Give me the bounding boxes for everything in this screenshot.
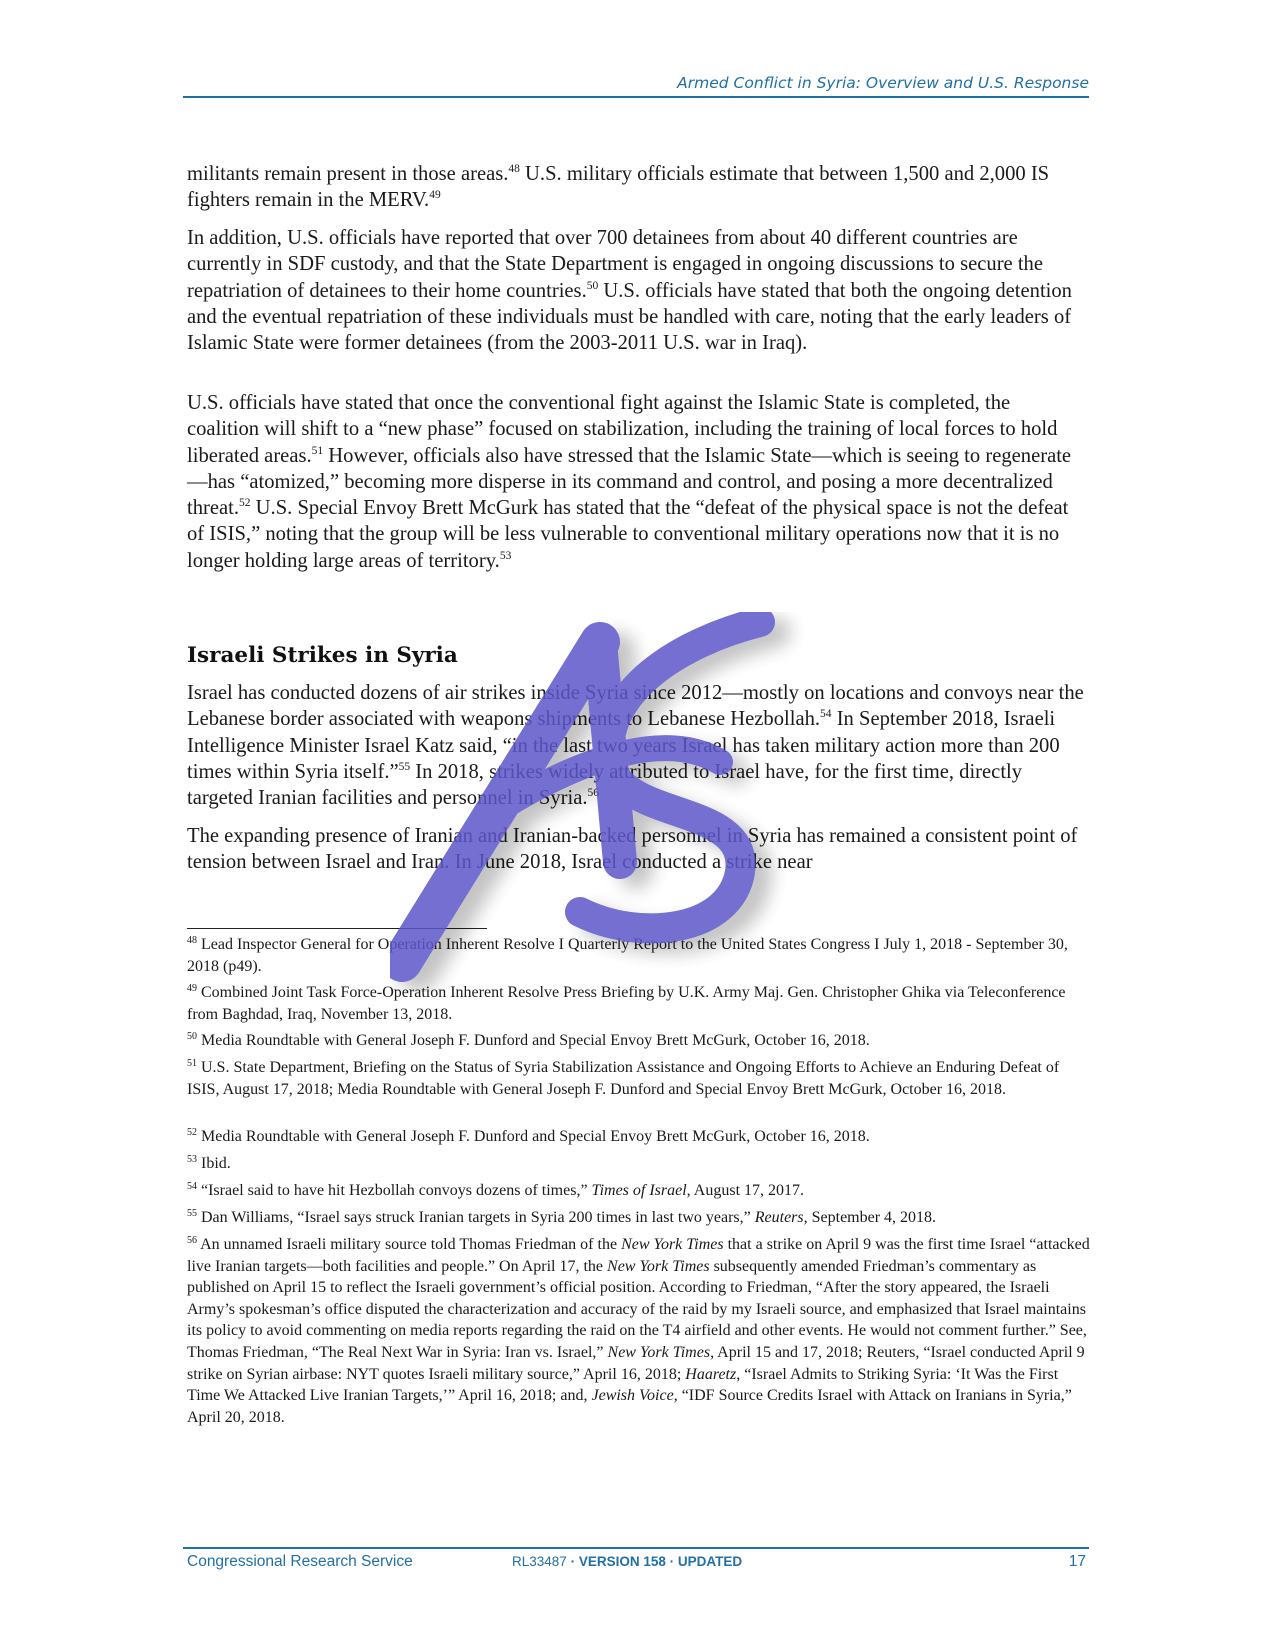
footnote-53 — [187, 1153, 1090, 1175]
running-header-title: Armed Conflict in Syria: Overview and U.S. Response — [677, 74, 1089, 92]
body-paragraph-5 — [187, 823, 1087, 876]
footnote-ref-54[interactable]: 54 — [820, 708, 832, 721]
publication-title: Reuters — [754, 1209, 804, 1226]
footnote-number: 56 — [187, 1235, 197, 1246]
footnote-text: , “Israel Admits to Striking Syria: ‘It Was the First Time We Attacked Live Iranian Targets,’” April 16, 2018; and, — [187, 1365, 1059, 1405]
footnote-ref-55[interactable]: 55 — [398, 760, 411, 773]
footer-organization: Congressional Research Service — [187, 1553, 413, 1570]
publication-title: Times of Israel — [591, 1182, 687, 1199]
body-text: U.S. military officials estimate that between 1,500 and 2,000 IS fighters remain in the MERV. — [187, 163, 1050, 212]
footnote-54 — [187, 1180, 1090, 1202]
body-text: In September 2018, Israeli Intelligence Minister Israel Katz said, “in the last two years Israel has taken military action more than 200 times within Syria itself.” — [187, 708, 1060, 783]
body-text: U.S. officials have stated that once the conventional fight against the Islamic State is completed, the coalition will shift to a “new phase” focused on stabilization, including the training of local forces to hold liberated areas. — [187, 392, 1058, 467]
footer-separator: · — [566, 1554, 579, 1569]
footnote-number: 51 — [187, 1058, 197, 1069]
footnote-text: that a strike on April 9 was the first time Israel “attacked live Iranian targets—both facilities and people.” On April 17, the — [187, 1236, 1090, 1275]
footnote-number: 55 — [187, 1208, 197, 1219]
body-paragraph-4 — [187, 680, 1087, 811]
footnote-text: , September 4, 2018. — [803, 1209, 937, 1226]
report-number: RL33487 — [512, 1554, 567, 1569]
footnote-ref-52[interactable]: 52 — [239, 497, 251, 510]
footnote-text: Combined Joint Task Force-Operation Inherent Resolve Press Briefing by U.K. Army Maj. Gen. Christopher Ghika via Teleconference from Baghdad, Iraq, November 13, 2018. — [187, 984, 1066, 1023]
body-text: militants remain present in those areas. — [187, 163, 509, 185]
header-rule — [183, 96, 1089, 98]
body-text: Israel has conducted dozens of air strikes inside Syria since 2012—mostly on locations and convoys near the Lebanese border associated with weapons shipments to Lebanese Hezbollah. — [187, 682, 1084, 731]
footnote-51 — [187, 1057, 1090, 1100]
footnote-55 — [187, 1207, 1090, 1229]
footnote-number: 53 — [187, 1154, 197, 1165]
footnote-text: “Israel said to have hit Hezbollah convoys dozens of times,” — [197, 1182, 592, 1199]
body-paragraph-2 — [187, 225, 1087, 356]
publication-title: Jewish Voice — [591, 1387, 674, 1405]
page-number: 17 — [1068, 1553, 1086, 1570]
footnote-56 — [187, 1234, 1090, 1428]
footnote-separator — [187, 928, 487, 929]
publication-title: New York Times — [607, 1257, 710, 1275]
footnote-ref-51[interactable]: 51 — [311, 444, 324, 457]
body-paragraph-1 — [187, 161, 1087, 214]
body-text: In 2018, strikes widely attributed to Israel have, for the first time, directly targeted Iranian facilities and personnel in Syria. — [187, 760, 1023, 810]
footnote-text: Media Roundtable with General Joseph F. Dunford and Special Envoy Brett McGurk, October 16, 2018. — [197, 1128, 870, 1145]
footnote-ref-56[interactable]: 56 — [587, 787, 599, 800]
footnote-48 — [187, 934, 1090, 977]
footnote-text: , “IDF Source Credits Israel with Attack on Iranians in Syria,” April 20, 2018. — [187, 1387, 1072, 1426]
footnote-number: 52 — [187, 1127, 197, 1138]
footnote-text: subsequently amended Friedman’s commentary as published on April 15 to reflect the Israeli government’s official position. According to Friedman, “After the story appeared, the Israeli Army’s spokesman’s office disputed the characterization and accuracy of the raid by my Israeli source, and emphasized that Israel maintains its policy to avoid commenting on media reports regarding the raid on the T4 airfield and other events. He would not comment further.” See, Thomas Friedman, “The Real Next War in Syria: Iran vs. Israel,” — [187, 1257, 1087, 1361]
body-text: U.S. Special Envoy Brett McGurk has stated that the “defeat of the physical space is not the defeat of ISIS,” noting that the group will be less vulnerable to conventional military operations now that it is no longer holding large areas of territory. — [187, 497, 1069, 572]
footnote-text: Ibid. — [197, 1155, 231, 1172]
footer-report-id — [512, 1554, 742, 1569]
footnote-text: U.S. State Department, Briefing on the Status of Syria Stabilization Assistance and Ongoing Efforts to Achieve an Enduring Defeat of ISIS, August 17, 2018; Media Roundtable with General Joseph F. Dunford and Special Envoy Brett McGurk, October 16, 2018. — [187, 1059, 1060, 1098]
body-text: The expanding presence of Iranian and Iranian-backed personnel in Syria has remained a consistent point of tension between Israel and Iran. In June 2018, Israel conducted a strike near — [187, 825, 1078, 874]
report-version: VERSION 158 — [578, 1554, 666, 1569]
footnote-ref-53[interactable]: 53 — [499, 549, 512, 562]
report-updated: UPDATED — [677, 1554, 743, 1569]
footnote-number: 54 — [187, 1181, 197, 1192]
footer-rule — [183, 1547, 1089, 1549]
body-text: In addition, U.S. officials have reported that over 700 detainees from about 40 different countries are currently in SDF custody, and that the State Department is engaged in ongoing discussions to secure the repatriation of detainees to their home countries. — [187, 227, 1043, 302]
footnote-number: 49 — [187, 983, 197, 994]
footnote-ref-48[interactable]: 48 — [508, 163, 520, 175]
publication-title: Haaretz — [685, 1365, 737, 1383]
footnote-text: An unnamed Israeli military source told Thomas Friedman of the — [197, 1236, 622, 1253]
footnote-text: Dan Williams, “Israel says struck Iranian targets in Syria 200 times in last two years,” — [197, 1209, 755, 1226]
footnote-ref-49[interactable]: 49 — [429, 189, 441, 202]
publication-title: New York Times — [607, 1343, 711, 1361]
body-paragraph-3 — [187, 390, 1087, 574]
footnote-52 — [187, 1126, 1090, 1148]
publication-title: New York Times — [621, 1236, 724, 1253]
footnote-number: 50 — [187, 1031, 197, 1042]
footnote-ref-50[interactable]: 50 — [586, 279, 599, 292]
section-heading: Israeli Strikes in Syria — [187, 643, 458, 668]
footnote-text: , April 15 and 17, 2018; Reuters, “Israel conducted April 9 strike on Syrian airbase: NYT quotes Israeli military source,” April 16, 2018; — [187, 1343, 1085, 1383]
footnote-text: Media Roundtable with General Joseph F. Dunford and Special Envoy Brett McGurk, October 16, 2018. — [197, 1032, 870, 1049]
footnote-number: 48 — [187, 935, 197, 946]
footnote-49 — [187, 982, 1090, 1025]
footnote-50 — [187, 1030, 1090, 1052]
footer-separator: · — [665, 1554, 678, 1569]
body-text: However, officials also have stressed that the Islamic State—which is seeing to regenerate—has “atomized,” becoming more disperse in its command and control, and posing a more decentralized threat. — [187, 444, 1072, 520]
body-text: U.S. officials have stated that both the ongoing detention and the eventual repatriation of these individuals must be handled with care, noting that the early leaders of Islamic State were former detainees (from the 2003-2011 U.S. war in Iraq). — [187, 279, 1072, 355]
footnote-text: , August 17, 2017. — [686, 1182, 805, 1199]
footnote-text: Lead Inspector General for Operation Inherent Resolve I Quarterly Report to the United States Congress I July 1, 2018 - September 30, 2018 (p49). — [187, 936, 1068, 975]
